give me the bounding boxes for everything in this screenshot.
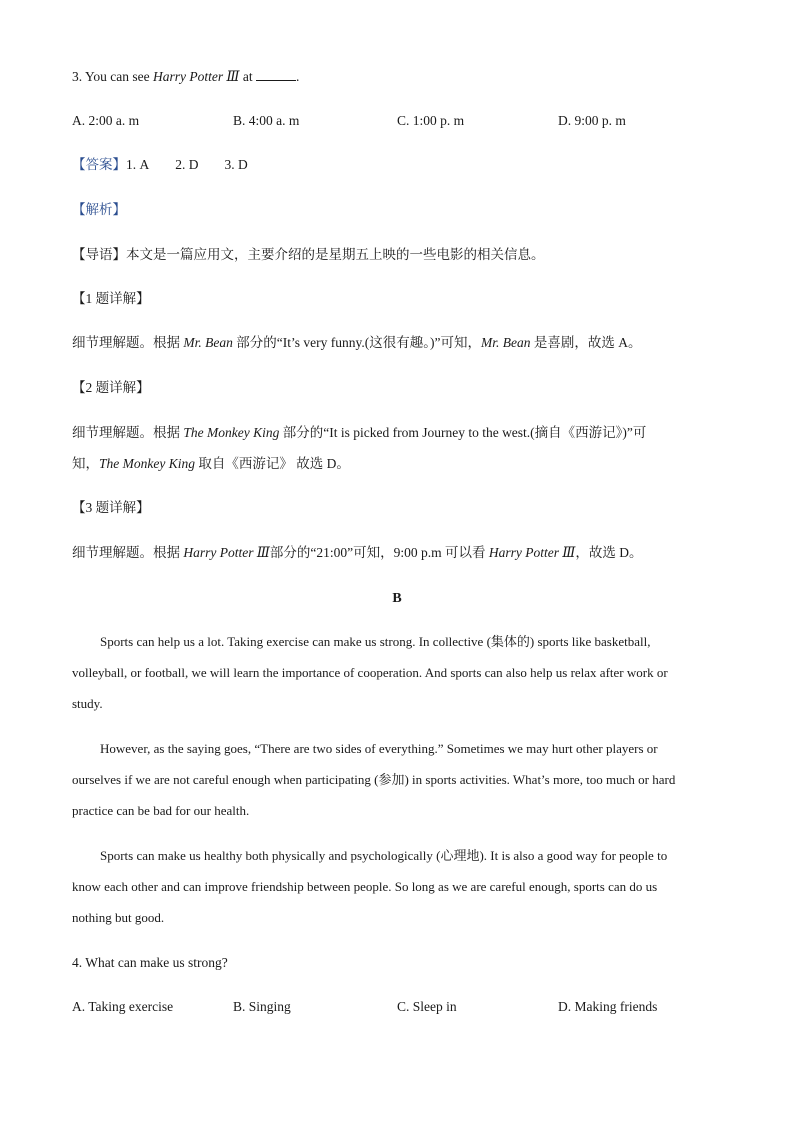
answer-blank bbox=[256, 66, 296, 81]
q3-option-b[interactable]: B. 4:00 a. m bbox=[233, 113, 300, 128]
detail-1-title: Mr. Bean bbox=[183, 335, 233, 350]
detail-1-title: Mr. Bean bbox=[480, 335, 531, 350]
detail-1-part: 是喜剧，故选 A。 bbox=[530, 335, 642, 350]
question-4-stem: 4. What can make us strong? bbox=[72, 955, 228, 970]
q3-stem-end: . bbox=[296, 69, 300, 84]
answer-item-3: 3. D bbox=[224, 157, 248, 172]
answer-label: 【答案】 bbox=[72, 157, 126, 172]
answer-item-2: 2. D bbox=[175, 157, 199, 172]
q4-option-a[interactable]: A. Taking exercise bbox=[72, 999, 174, 1014]
question-3-stem bbox=[72, 66, 724, 87]
q3-option-d[interactable]: D. 9:00 p. m bbox=[558, 113, 626, 128]
q3-stem-suffix: at bbox=[239, 69, 253, 84]
detail-2-title: The Monkey King bbox=[99, 456, 195, 471]
passage-p3-line-1: Sports can make us healthy both physically and psychologically (心理地). It is also a good way for people to bbox=[100, 848, 668, 863]
detail-1-text bbox=[72, 333, 724, 353]
detail-3-part: ，故选 D。 bbox=[575, 545, 643, 560]
section-heading-b: B bbox=[392, 591, 402, 606]
detail-2-label: 【2 题详解】 bbox=[72, 380, 150, 395]
detail-2-part: 部分的“It is picked from Journey to the west.(摘自《西游记》)”可 bbox=[279, 425, 647, 440]
detail-3-part: 部分的“21:00”可知，9:00 p.m 可以看 bbox=[269, 545, 489, 560]
detail-1-part: 细节理解题。根据 bbox=[72, 335, 184, 350]
q3-stem-title: Harry Potter Ⅲ bbox=[153, 69, 240, 84]
detail-2-part: 知， bbox=[72, 456, 99, 471]
passage-p3-line-2: know each other and can improve friendship between people. So long as we are careful enough, sports can do us bbox=[72, 879, 658, 894]
detail-3-label: 【3 题详解】 bbox=[72, 500, 150, 515]
q3-option-c[interactable]: C. 1:00 p. m bbox=[397, 113, 465, 128]
detail-3-title: Harry Potter Ⅲ bbox=[183, 545, 270, 560]
detail-3-text bbox=[72, 543, 724, 563]
detail-2-part: 细节理解题。根据 bbox=[72, 425, 184, 440]
passage-p1-line-2: volleyball, or football, we will learn the importance of cooperation. And sports can also help us relax after work or bbox=[72, 665, 668, 680]
answer-item-1: 1. A bbox=[126, 157, 150, 172]
q3-option-a[interactable]: A. 2:00 a. m bbox=[72, 113, 140, 128]
q4-option-b[interactable]: B. Singing bbox=[233, 999, 291, 1014]
q3-stem-prefix: 3. You can see bbox=[72, 69, 153, 84]
analysis-label: 【解析】 bbox=[72, 202, 126, 217]
passage-p3-line-3: nothing but good. bbox=[72, 910, 165, 925]
passage-p2-line-3: practice can be bad for our health. bbox=[72, 803, 250, 818]
detail-1-label: 【1 题详解】 bbox=[72, 291, 150, 306]
q4-option-d[interactable]: D. Making friends bbox=[558, 999, 658, 1014]
detail-2-title: The Monkey King bbox=[183, 425, 280, 440]
passage-p1-line-1: Sports can help us a lot. Taking exercise can make us strong. In collective (集体的) sports like basketball, bbox=[100, 634, 651, 649]
detail-2-part: 取自《西游记》 故选 D。 bbox=[194, 456, 350, 471]
passage-p2-line-1: However, as the saying goes, “There are two sides of everything.” Sometimes we may hurt other players or bbox=[100, 741, 658, 756]
passage-p1-line-3: study. bbox=[72, 696, 103, 711]
detail-3-part: 细节理解题。根据 bbox=[72, 545, 184, 560]
answer-line bbox=[72, 155, 724, 175]
detail-2-text-line-1 bbox=[72, 423, 724, 443]
q4-option-c[interactable]: C. Sleep in bbox=[397, 999, 457, 1014]
detail-1-part: 部分的“It’s very funny.(这很有趣。)”可知， bbox=[232, 335, 481, 350]
detail-3-title: Harry Potter Ⅲ bbox=[488, 545, 576, 560]
guide-text: 本文是一篇应用文，主要介绍的是星期五上映的一些电影的相关信息。 bbox=[126, 247, 545, 262]
detail-2-text-line-2 bbox=[72, 454, 724, 474]
passage-p2-line-2: ourselves if we are not careful enough when participating (参加) in sports activities. What’s more, too much or hard bbox=[72, 772, 676, 787]
guide-label: 【导语】 bbox=[72, 247, 126, 262]
guide-line bbox=[72, 245, 724, 265]
